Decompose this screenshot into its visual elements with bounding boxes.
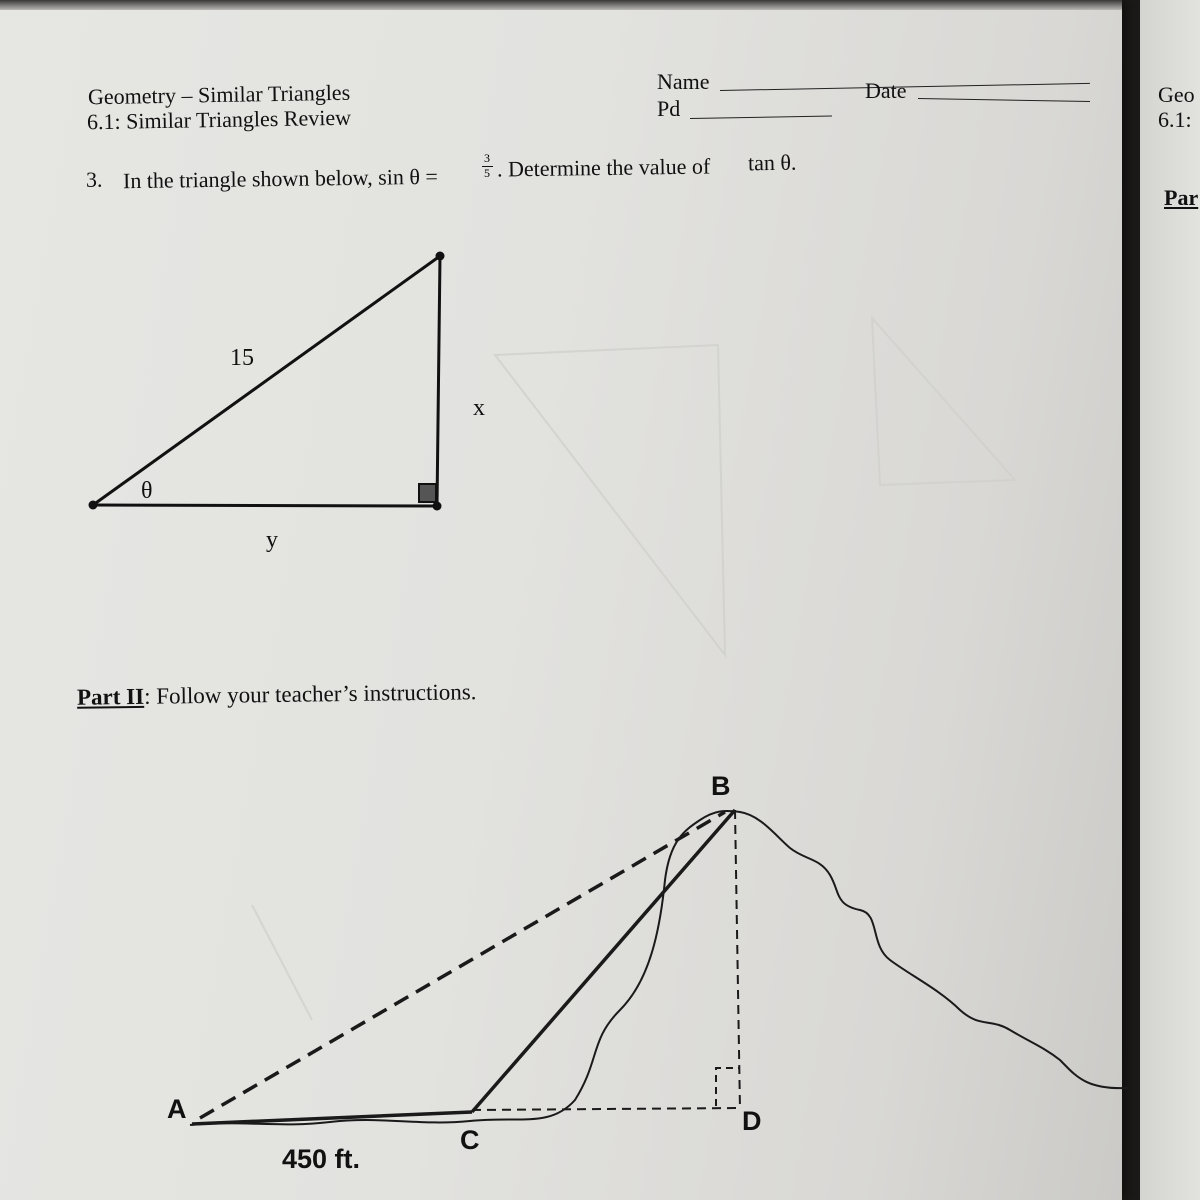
point-c-label: C (460, 1125, 480, 1155)
point-b-label: B (711, 771, 731, 801)
question-text-continued: . Determine the value of (496, 153, 711, 182)
part-ii-title: Part II (76, 683, 145, 710)
period-label: Pd (657, 96, 681, 121)
next-page-unit: 6.1: (1158, 107, 1192, 132)
mountain-diagram (190, 810, 1128, 1125)
vertex-right (433, 502, 442, 511)
next-page-part: Par (1164, 185, 1199, 210)
right-angle-marker (419, 484, 436, 502)
question-text: In the triangle shown below, sin θ = (122, 163, 438, 194)
part-ii-instructions: : Follow your teacher’s instructions. (143, 679, 477, 709)
fraction-denominator: 5 (484, 166, 490, 180)
vertex-top (436, 252, 445, 261)
mountain-outline (190, 811, 1128, 1125)
triangle-side-x (437, 256, 440, 506)
point-a-label: A (167, 1094, 187, 1124)
triangle-side-y (93, 505, 437, 506)
side-x-label: x (473, 395, 485, 421)
distance-label: 450 ft. (282, 1144, 361, 1174)
name-label: Name (657, 69, 710, 94)
question-target: tan θ. (747, 149, 797, 176)
hypotenuse-label: 15 (230, 345, 254, 371)
line-bd-dashed (735, 810, 740, 1110)
right-triangle (93, 256, 440, 506)
show-through-marks (252, 318, 1015, 1020)
course-title: Geometry – Similar Triangles (87, 79, 351, 110)
question-number: 3. (86, 167, 103, 192)
fraction-numerator: 3 (484, 151, 490, 165)
unit-title: 6.1: Similar Triangles Review (86, 104, 352, 135)
right-angle-marker-d (716, 1068, 740, 1106)
angle-theta-label: θ (141, 478, 153, 504)
line-ab-dashed (200, 812, 725, 1118)
point-d-label: D (742, 1106, 762, 1136)
line-cb (472, 810, 735, 1112)
triangle-hypotenuse (93, 256, 440, 505)
next-page-title: Geo (1158, 82, 1195, 107)
line-cd-dashed (472, 1108, 742, 1110)
vertex-left (89, 501, 98, 510)
date-label: Date (865, 78, 907, 103)
side-y-label: y (266, 527, 278, 553)
